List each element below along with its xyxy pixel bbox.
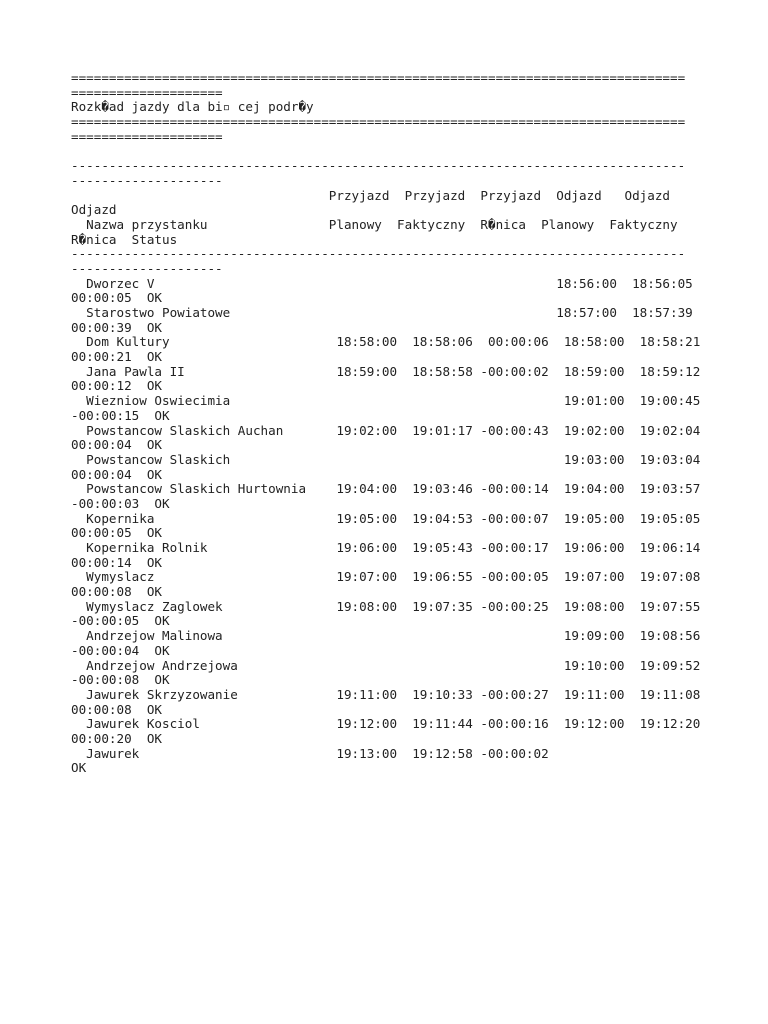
schedule-document <box>71 71 711 776</box>
text-line: R�nica Status <box>71 231 178 247</box>
text-line: Wymyslacz Zaglowek 19:08:00 19:07:35 -00:00:25 19:08:00 19:07:55 <box>71 598 701 614</box>
text-line: Kopernika 19:05:00 19:04:53 -00:00:07 19:05:00 19:05:05 <box>71 510 701 526</box>
text-line: Jawurek 19:13:00 19:12:58 -00:00:02 <box>71 745 549 761</box>
text-line: -00:00:15 OK <box>71 407 170 423</box>
text-line: ================================================================================= <box>71 70 686 85</box>
text-line: --------------------------------------------------------------------------------- <box>71 158 686 174</box>
text-line: ==================== <box>71 84 223 100</box>
text-line: -00:00:03 OK <box>71 495 170 511</box>
text-line: Wymyslacz 19:07:00 19:06:55 -00:00:05 19:07:00 19:07:08 <box>71 569 701 585</box>
text-line <box>71 144 711 159</box>
text-line: --------------------------------------------------------------------------------- <box>71 246 686 262</box>
text-line: Rozk�ad jazdy dla bi▫ cej podr�y <box>71 99 314 115</box>
text-line: -00:00:08 OK <box>71 672 170 688</box>
text-line: -00:00:05 OK <box>71 613 170 629</box>
text-line: -------------------- <box>71 172 223 188</box>
text-line: Jawurek Skrzyzowanie 19:11:00 19:10:33 -00:00:27 19:11:00 19:11:08 <box>71 686 701 702</box>
text-line: Wiezniow Oswiecimia 19:01:00 19:00:45 <box>71 393 701 409</box>
text-line: ================================================================================= <box>71 114 686 130</box>
text-line: 00:00:04 OK <box>71 437 162 453</box>
text-line: Nazwa przystanku Planowy Faktyczny R�nica Planowy Faktyczny <box>71 216 678 232</box>
text-line: Powstancow Slaskich Auchan 19:02:00 19:01:17 -00:00:43 19:02:00 19:02:04 <box>71 422 701 438</box>
text-line: 00:00:21 OK <box>71 349 162 365</box>
text-line: 00:00:08 OK <box>71 584 162 600</box>
text-line: 00:00:14 OK <box>71 554 162 570</box>
text-line: Starostwo Powiatowe 18:57:00 18:57:39 <box>71 305 693 320</box>
text-line: 00:00:08 OK <box>71 701 162 717</box>
text-line: 00:00:20 OK <box>71 730 162 746</box>
text-line: OK <box>71 760 87 776</box>
text-line: -------------------- <box>71 260 223 276</box>
text-line: -00:00:04 OK <box>71 642 170 658</box>
text-line: ==================== <box>71 128 223 144</box>
text-line: Odjazd <box>71 202 117 218</box>
text-line: 00:00:39 OK <box>71 319 162 335</box>
text-line: Jana Pawla II 18:59:00 18:58:58 -00:00:02 18:59:00 18:59:12 <box>71 363 701 379</box>
text-line: 00:00:05 OK <box>71 290 162 306</box>
text-line: Jawurek Kosciol 19:12:00 19:11:44 -00:00:16 19:12:00 19:12:20 <box>71 716 701 732</box>
text-line: Dom Kultury 18:58:00 18:58:06 00:00:06 18:58:00 18:58:21 <box>71 334 701 350</box>
text-line: 00:00:05 OK <box>71 525 162 541</box>
text-line: Przyjazd Przyjazd Przyjazd Odjazd Odjazd <box>71 187 670 203</box>
text-line: Powstancow Slaskich Hurtownia 19:04:00 19:03:46 -00:00:14 19:04:00 19:03:57 <box>71 481 701 497</box>
text-line: 00:00:04 OK <box>71 466 162 482</box>
text-line: Andrzejow Malinowa 19:09:00 19:08:56 <box>71 628 701 644</box>
text-line: Powstancow Slaskich 19:03:00 19:03:04 <box>71 451 701 467</box>
text-line: 00:00:12 OK <box>71 378 162 394</box>
text-line: Dworzec V 18:56:00 18:56:05 <box>71 275 693 291</box>
text-line: Kopernika Rolnik 19:06:00 19:05:43 -00:00:17 19:06:00 19:06:14 <box>71 540 701 555</box>
text-line: Andrzejow Andrzejowa 19:10:00 19:09:52 <box>71 657 701 673</box>
